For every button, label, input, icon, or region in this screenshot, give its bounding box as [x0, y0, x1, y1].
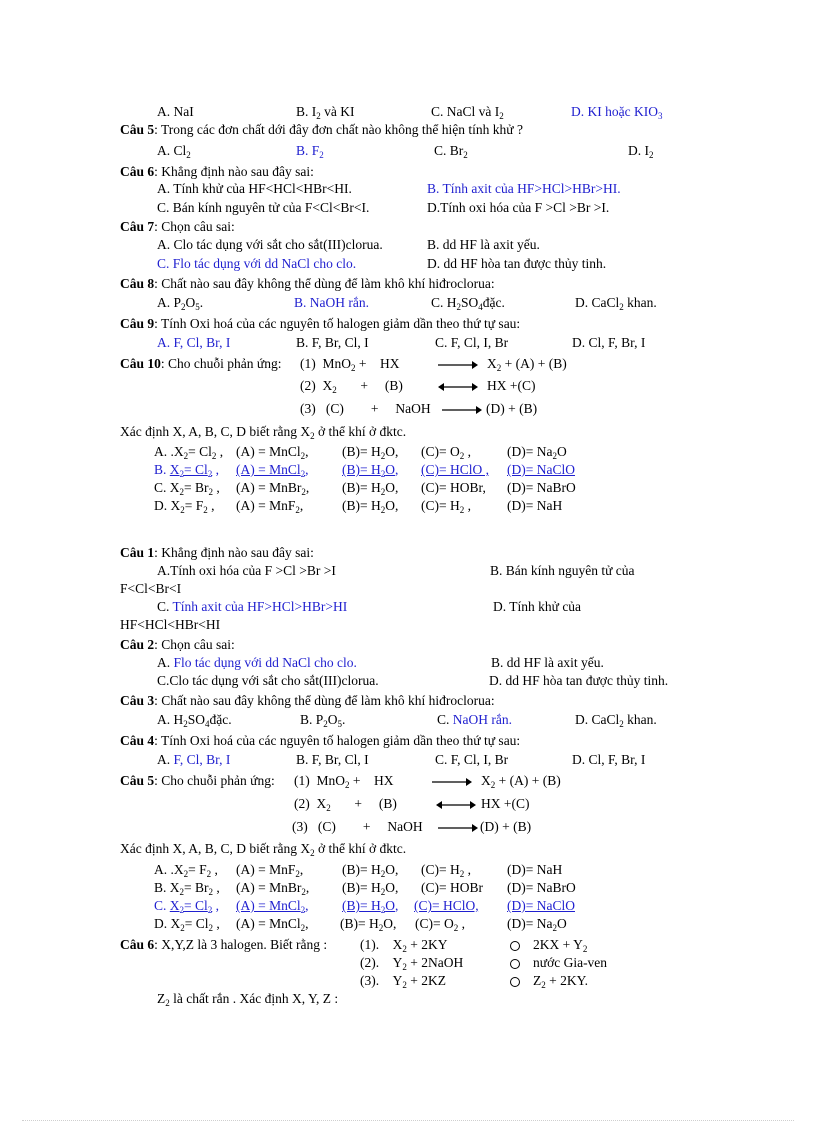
q9-num: 9 [147, 316, 155, 331]
q4-option-d: D. KI hoặc $KIO_3$ [571, 104, 663, 121]
q10-opt-a-A: (A) = MnCl$_2$, [236, 444, 309, 461]
opt-key: B. [154, 462, 167, 477]
q10-r2-arrow [438, 378, 478, 394]
p2q2-c: C.Clo tác dụng với sắt cho sắt(III)clorua. [157, 673, 379, 688]
p2q4-a-answer: F, Cl, Br, I [173, 752, 231, 767]
p2q3-a: A. $H_2SO_4đặc$. [157, 712, 232, 729]
q4-option-c: C. NaCl và $I_2$ [431, 104, 504, 121]
double-arrow-icon [438, 382, 478, 392]
q9-text: : Tính Oxi hoá của các nguyên tố halogen giảm dần theo thứ tự sau: [154, 316, 521, 331]
q5-a: A. $Cl_2$ [157, 143, 191, 160]
q5-num: 5 [147, 122, 155, 137]
opt-C: (C)= H [421, 498, 460, 513]
p2q5-opt-b: B. $X_2= Br_2$ , [154, 880, 220, 897]
q8-c-text3: đặc. [482, 295, 505, 310]
p2q4-b: B. F, Br, Cl, I [296, 752, 369, 767]
p2q6-r3-right-z: Z [533, 973, 542, 988]
p2q3-d-khan: khan. [627, 712, 657, 727]
p2q5-opt-c: C. $X_2= Cl_2$ , [154, 898, 220, 915]
q10-r1p-rest: + (A) + (B) [501, 356, 567, 371]
q7-b: B. dd HF là axit yếu. [427, 237, 540, 252]
p2q5-opt-a: A. $.X_2= F_2$ , [154, 862, 218, 879]
p2q3-b: B. $P_2O_5$. [300, 712, 346, 729]
p2q4-c: C. F, Cl, I, Br [435, 752, 509, 767]
opt-B: (B)= H [342, 498, 381, 513]
p2q6-r1: (1). $X_2 + 2KY$ [360, 937, 448, 954]
p2q1-stem [120, 545, 314, 561]
p2q1-b2: F<Cl<Br<I [120, 581, 182, 596]
circle-arrow-icon [510, 959, 520, 969]
p2q5-r2-arrow [436, 796, 476, 812]
q10-r1-product: $X_2 + (A) + (B)$ [487, 356, 567, 373]
q10-opt-c-B: $(B)= H_2O$, [342, 480, 399, 497]
q8-d: D. CaCl$_2$ khan. [575, 295, 657, 312]
p2q6-r1-num: (1). [360, 937, 380, 952]
q5-d: D. $I_2$ [628, 143, 654, 160]
q9-d: D. Cl, F, Br, I [572, 335, 646, 350]
q10-opt-c-C: (C)= HOBr, [421, 480, 486, 495]
p2q5-r1-product: $X_2 + (A) + (B)$ [481, 773, 561, 790]
p2q5-r3-c: (C) [317, 819, 336, 834]
q7-a: A. Clo tác dụng với sắt cho sắt(III)clorua. [157, 237, 383, 252]
opt-key: B. [154, 880, 167, 895]
q10-opt-c-A: (A) = MnBr$_2$, [236, 480, 310, 497]
p2q5-opt-a-D: (D)= NaH [507, 862, 563, 877]
q5-b-text: B. F [296, 143, 320, 158]
opt-B: (B)= H [342, 480, 381, 495]
q10-r1-mno2: MnO [322, 356, 352, 371]
p2q6-r2: (2). $Y_2$ + 2NaOH [360, 955, 464, 972]
xacdinh-text: Xác định X, A, B, C, D biết rằng X [120, 841, 311, 856]
cau-label: Câu [120, 773, 145, 788]
opt-D: (D)= NaClO [507, 898, 575, 913]
q5-c-text: C. Br [434, 143, 464, 158]
q4-c-text: C. NaCl và I [431, 104, 500, 119]
p2q1-num: 1 [147, 545, 155, 560]
p2q1-a: A.Tính oxi hóa của F >Cl >Br >I [157, 563, 336, 578]
p2q3-stem [120, 693, 495, 709]
p2q3-d-text: D. CaCl [575, 712, 620, 727]
p2q5-opt-b-B: $(B)= H_2O$, [342, 880, 399, 897]
q10-r3-arrow [442, 401, 482, 417]
p2q1-c [157, 599, 347, 615]
p2q5-opt-a-C: $(C)= H_2$ , [421, 862, 471, 879]
p2q4-num: 4 [147, 733, 155, 748]
q7-d: D. dd HF hòa tan được thủy tinh. [427, 256, 607, 271]
q7-num: 7 [147, 219, 155, 234]
q5-stem [120, 122, 523, 138]
opt-key: D. [154, 498, 168, 513]
q10-r1p-x: X [487, 356, 497, 371]
opt-D: (D)= Na [507, 444, 553, 459]
opt-C: (C)= HClO, [414, 898, 479, 913]
right-arrow-icon [438, 823, 478, 833]
p2q6-stem [120, 937, 327, 953]
opt-C: (C)= O [421, 444, 460, 459]
circle-arrow-icon [510, 977, 520, 987]
q10-r2-num: (2) [300, 378, 316, 393]
opt-key: D. [154, 916, 168, 931]
xacdinh-dkc: ở thể khí ở đktc. [314, 424, 407, 439]
opt-B: (B)= H [342, 880, 381, 895]
q10-r1-hx: HX [380, 356, 400, 371]
q4-d-text: D. KI hoặc KIO [571, 104, 658, 119]
p2q5-r2-b: (B) [378, 796, 397, 811]
q10-r3: (3) (C) + NaOH [300, 401, 431, 416]
p2q6-r1-mid: + 2KY [406, 937, 448, 952]
opt-x: Cl [195, 916, 209, 931]
q6-b: B. Tính axit của HF>HCl>HBr>HI. [427, 181, 621, 196]
p2q3-num: 3 [147, 693, 155, 708]
q6-stem [120, 164, 314, 180]
q6-a: A. Tính khử của HF<HCl<HBr<HI. [157, 181, 352, 196]
q9-b: B. F, Br, Cl, I [296, 335, 369, 350]
q10-opt-a-B: $(B)= H_2O$, [342, 444, 399, 461]
p2q5-r3: (3) (C) + NaOH [292, 819, 423, 834]
xacdinh-dkc: ở thể khí ở đktc. [314, 841, 407, 856]
p2q5-opt-d-C: $(C)= O_2$ , [415, 916, 465, 933]
p2q5-r2-num: (2) [294, 796, 310, 811]
q8-d-text: D. CaCl [575, 295, 620, 310]
p2q6-r3-right-rest: + 2KY. [545, 973, 588, 988]
p2q5-opt-c-D [507, 898, 575, 914]
q10-r2-x: X [322, 378, 333, 393]
p2q5-r1p-rest: + (A) + (B) [495, 773, 561, 788]
q6-c: C. Bán kính nguyên tử của F<Cl<Br<I. [157, 200, 370, 215]
q8-a: A. $P_2O_5$. [157, 295, 204, 312]
q10-opt-c: C. $X_2= Br_2$ , [154, 480, 220, 497]
cau-label: Câu [120, 356, 145, 371]
p2q1-c-answer: Tính axit của HF>HCl>HBr>HI [172, 599, 348, 614]
p2q2-a-key: A. [157, 655, 174, 670]
opt-A: (A) = MnBr [236, 480, 302, 495]
p2q6-r3-arrow [510, 973, 520, 989]
p2q2-num: 2 [147, 637, 155, 652]
p2q4-stem [120, 733, 520, 749]
q6-num: 6 [147, 164, 155, 179]
opt-x: Br [195, 480, 209, 495]
p2q5-r2-x: X [316, 796, 327, 811]
q5-b: B. $F_2$ [296, 143, 324, 160]
q10-opt-d-A: (A) = MnF$_2$, [236, 498, 304, 515]
p2q5-r1-hx: HX [374, 773, 394, 788]
q8-c-text2: SO [461, 295, 479, 310]
p2q5-r1-arrow [432, 773, 472, 789]
q5-d-text: D. I [628, 143, 649, 158]
opt-x: F [199, 862, 207, 877]
p2q6-r2-left: Y [392, 955, 403, 970]
q8-a-text: A. P [157, 295, 182, 310]
opt-x: Cl [195, 462, 208, 477]
q10-opt-a-C: $(C)= O_2$ , [421, 444, 471, 461]
q10-r3-naoh: NaOH [395, 401, 431, 416]
cau-label: Câu [120, 276, 145, 291]
q8-text: : Chất nào sau đây không thể dùng để làm khô khí hiđroclorua: [154, 276, 495, 291]
p2q5-r1: (1) MnO$_2$ + HX [294, 773, 394, 790]
p2q5-opt-a-B: $(B)= H_2O$, [342, 862, 399, 879]
p2q5-opt-b-D: (D)= NaBrO [507, 880, 576, 895]
p2q3-a-text2: SO [187, 712, 206, 727]
cau-label: Câu [120, 219, 145, 234]
p2q3-b-text: B. P [300, 712, 324, 727]
opt-A: (A) = MnCl [236, 898, 301, 913]
opt-A: (A) = MnCl [236, 444, 301, 459]
p2q5-opt-a-A: (A) = MnF$_2$, [236, 862, 304, 879]
opt-B: (B)= H [342, 462, 381, 477]
p2q6-r2-mid: + 2NaOH [406, 955, 464, 970]
p2q6-r3-mid: + 2KZ [406, 973, 446, 988]
right-arrow-icon [442, 405, 482, 415]
q4-b-text2: và KI [320, 104, 355, 119]
p2q6-last-text: là chất rắn . Xác định X, Y, Z : [169, 991, 339, 1006]
p2q2-stem [120, 637, 235, 653]
opt-key: A. [154, 444, 168, 459]
opt-C: (C)= H [421, 862, 460, 877]
opt-x: Br [195, 880, 209, 895]
q5-text: : Trong các đơn chất dới đây đơn chất nào không thể hiện tính khử ? [154, 122, 523, 137]
p2q5-opt-d-A: (A) = MnCl$_2$, [236, 916, 309, 933]
p2q3-c-key: C. [437, 712, 453, 727]
q10-r1-arrow [438, 356, 478, 372]
q10-opt-d-B: $(B)= H_2O$, [342, 498, 399, 515]
q10-opt-b-D [507, 462, 575, 478]
q10-r2-b: (B) [384, 378, 403, 393]
opt-key: C. [154, 898, 167, 913]
p2q3-b-text2: O [327, 712, 338, 727]
q10-opt-a-D: $(D)= Na_2O$ [507, 444, 567, 461]
p2q6-r3-left: Y [392, 973, 403, 988]
q10-opt-d-C: $(C)= H_2$ , [421, 498, 471, 515]
p2q5-opt-d: D. $X_2= Cl_2$ , [154, 916, 220, 933]
q4-option-b: B. $I_2$ và KI [296, 104, 355, 121]
q6-d: D.Tính oxi hóa của F >Cl >Br >I. [427, 200, 610, 215]
p2q2-text: : Chọn câu sai: [154, 637, 235, 652]
q10-opt-b-C [421, 462, 489, 478]
p2q1-d: D. Tính khử của [493, 599, 582, 614]
opt-B: (B)= H [342, 444, 381, 459]
q5-a-text: A. Cl [157, 143, 187, 158]
p2q5-opt-c-C [414, 898, 479, 914]
opt-B: (B)= H [342, 898, 381, 913]
q10-stem [120, 356, 281, 372]
p2q4-text: : Tính Oxi hoá của các nguyên tố halogen giảm dần theo thứ tự sau: [154, 733, 521, 748]
q10-r3-product: (D) + (B) [486, 401, 538, 416]
opt-A: (A) = MnBr [236, 880, 302, 895]
p2q6-num: 6 [147, 937, 155, 952]
p2q1-d2: HF<HCl<HBr<HI [120, 617, 221, 632]
p2q6-r1-right: $2KX + Y_2$ [533, 937, 588, 954]
p2q1-b: B. Bán kính nguyên tử của [490, 563, 635, 578]
q6-text: : Khẳng định nào sau đây sai: [154, 164, 314, 179]
q7-text: : Chọn câu sai: [154, 219, 235, 234]
opt-A: (A) = MnCl [236, 916, 301, 931]
double-arrow-icon [436, 800, 476, 810]
p2q5-opt-c-B: $(B)= H_2O$, [342, 898, 399, 915]
opt-key: C. [154, 480, 167, 495]
p2q6-r1-left: X [392, 937, 403, 952]
q9-c: C. F, Cl, I, Br [435, 335, 509, 350]
p2q5-r2-product: HX +(C) [481, 796, 530, 811]
q10-opt-b: B. $X_2= Cl_2$ , [154, 462, 220, 479]
p2q6-last-z: Z [157, 991, 166, 1006]
circle-arrow-icon [510, 941, 520, 951]
q10-opt-a: A. $.X_2= Cl_2$ , [154, 444, 224, 461]
p2q6-r2-arrow [510, 955, 520, 971]
p2q4-a-key: A. [157, 752, 174, 767]
p2q5-text: : Cho chuỗi phản ứng: [154, 773, 275, 788]
p2q1-text: : Khẳng định nào sau đây sai: [154, 545, 314, 560]
p2q5-r2: (2) $X_2$ + (B) [294, 796, 397, 813]
p2q1-c-key: C. [157, 599, 173, 614]
q10-opt-b-B: $(B)= H_2O$, [342, 462, 399, 479]
p2q6-r2-num: (2). [360, 955, 380, 970]
q8-c: C. $H_2SO_4đặc$. [431, 295, 505, 312]
p2q4-d: D. Cl, F, Br, I [572, 752, 646, 767]
q10-r3-c: (C) [325, 401, 344, 416]
q10-num: 10 [147, 356, 161, 371]
p2q5-opt-b-A: (A) = MnBr$_2$, [236, 880, 310, 897]
q10-r1: (1) MnO$_2$ + HX [300, 356, 400, 373]
opt-A: (A) = MnCl [236, 462, 301, 477]
p2q6-r3-right: $Z_2 + 2KY$. [533, 973, 588, 990]
p2q5-r1-num: (1) [294, 773, 310, 788]
p2q4-a [157, 752, 230, 768]
p2q5-r3-product: (D) + (B) [480, 819, 532, 834]
p2q3-a-text3: đặc. [209, 712, 232, 727]
opt-B: (B)= H [342, 862, 381, 877]
q7-stem [120, 219, 235, 235]
q8-num: 8 [147, 276, 155, 291]
q4-options [157, 104, 194, 120]
p2q6-r3-num: (3). [360, 973, 380, 988]
opt-D: (D)= NaClO [507, 462, 575, 477]
p2q5-r3-naoh: NaOH [387, 819, 423, 834]
q10-r2: (2) $X_2$ + (B) [300, 378, 403, 395]
cau-label: Câu [120, 637, 145, 652]
q10-r1-num: (1) [300, 356, 316, 371]
opt-x: Cl [199, 444, 212, 459]
p2q5-opt-b-C: (C)= HOBr [421, 880, 483, 895]
p2q6-r2-right: nước Gia-ven [533, 955, 608, 970]
q8-b: B. NaOH rắn. [294, 295, 369, 310]
cau-label: Câu [120, 122, 145, 137]
q8-c-text: C. H [431, 295, 457, 310]
p2q5-opt-d-B: $(B)= H_2O$, [340, 916, 397, 933]
q10-text: : Cho chuỗi phản ứng: [160, 356, 282, 371]
p2q6-r1-arrow [510, 937, 520, 953]
q10-opt-d: D. $X_2= F_2$ , [154, 498, 215, 515]
q8-stem [120, 276, 495, 292]
cau-label: Câu [120, 693, 145, 708]
p2q2-a-answer: Flo tác dụng với dd NaCl cho clo. [173, 655, 357, 670]
cau-label: Câu [120, 164, 145, 179]
q9-a: A. F, Cl, Br, I [157, 335, 231, 350]
p2q2-b: B. dd HF là axit yếu. [491, 655, 604, 670]
q9-stem [120, 316, 520, 332]
page-bottom-rule [22, 1120, 794, 1121]
q4-b-text: B. I [296, 104, 317, 119]
p2q5-r1-mno2: MnO [316, 773, 346, 788]
q8-a-text2: O [185, 295, 196, 310]
p2q3-text: : Chất nào sau đây không thể dùng để làm khô khí hiđroclorua: [154, 693, 495, 708]
opt-A: (A) = MnF [236, 862, 296, 877]
q4-option-a: A. NaI [157, 104, 194, 119]
p2q6-r3: (3). $Y_2 + 2KZ$ [360, 973, 446, 990]
q10-r3-num: (3) [300, 401, 316, 416]
p2q5-stem [120, 773, 275, 789]
p2q6-last: $Z_2$ là chất rắn . Xác định X, Y, Z : [157, 991, 339, 1008]
cau-label: Câu [120, 545, 145, 560]
opt-C: (C)= O [415, 916, 454, 931]
opt-x: F [195, 498, 204, 513]
opt-C: (C)= HClO , [421, 462, 489, 477]
p2q5-opt-c-A: (A) = MnCl$_2$, [236, 898, 309, 915]
p2q5-r3-num: (3) [292, 819, 308, 834]
q10-xacdinh: Xác định X, A, B, C, D biết rằng $X_2$ ở thể khí ở đktc. [120, 424, 407, 441]
p2q6-text: : X,Y,Z là 3 halogen. Biết rằng : [154, 937, 328, 952]
p2q2-d: D. dd HF hòa tan được thủy tinh. [489, 673, 669, 688]
p2q3-c-answer: NaOH rắn. [452, 712, 512, 727]
right-arrow-icon [438, 360, 478, 370]
p2q3-d: D. CaCl$_2$ khan. [575, 712, 657, 729]
q10-r2-product: HX +(C) [487, 378, 536, 393]
p2q5-r3-arrow [438, 819, 478, 835]
opt-key: A. [154, 862, 168, 877]
right-arrow-icon [432, 777, 472, 787]
q5-c: C. $Br_2$ [434, 143, 468, 160]
p2q6-r1-right-text: 2KX + Y [533, 937, 583, 952]
p2q2-a [157, 655, 357, 671]
q10-opt-b-A: (A) = MnCl$_2$, [236, 462, 309, 479]
opt-B: (B)= H [340, 916, 379, 931]
p2q5-xacdinh: Xác định X, A, B, C, D biết rằng $X_2$ ở thể khí ở đktc. [120, 841, 407, 858]
cau-label: Câu [120, 316, 145, 331]
q7-c: C. Flo tác dụng với dd NaCl cho clo. [157, 256, 357, 271]
q8-d-khan: khan. [627, 295, 657, 310]
opt-D: (D)= Na [507, 916, 553, 931]
p2q3-c [437, 712, 512, 728]
p2q5-opt-d-D: $(D)= Na_2O$ [507, 916, 567, 933]
cau-label: Câu [120, 733, 145, 748]
opt-A: (A) = MnF [236, 498, 296, 513]
cau-label: Câu [120, 937, 145, 952]
p2q3-a-text: A. H [157, 712, 184, 727]
q10-opt-d-D: (D)= NaH [507, 498, 563, 513]
p2q5-r1p-x: X [481, 773, 491, 788]
opt-x: Cl [195, 898, 208, 913]
q10-opt-c-D: (D)= NaBrO [507, 480, 576, 495]
p2q5-num: 5 [147, 773, 155, 788]
xacdinh-text: Xác định X, A, B, C, D biết rằng X [120, 424, 311, 439]
